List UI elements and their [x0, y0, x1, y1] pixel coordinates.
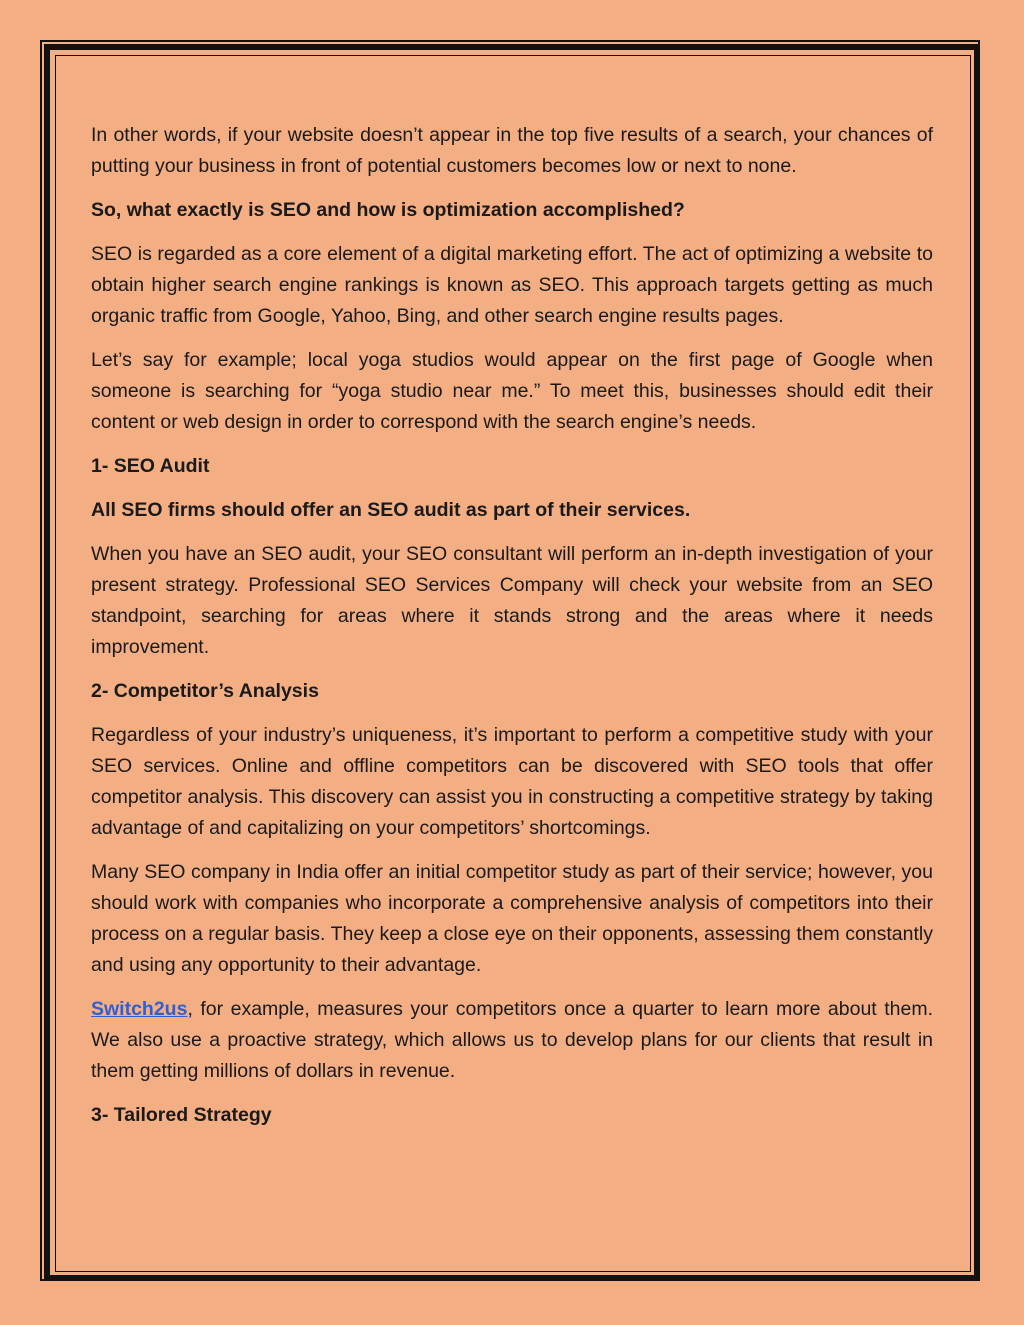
paragraph-switch2us: [91, 994, 933, 1087]
paragraph-switch2us-text: , for example, measures your competitors once a quarter to learn more about them. We also use a proactive strategy, which allows us to develop plans for our clients that result in them getting millions of dollars in revenue.: [91, 998, 933, 1082]
document-body: [91, 120, 933, 1144]
paragraph-seo-definition: SEO is regarded as a core element of a digital marketing effort. The act of optimizing a website to obtain higher search engine rankings is known as SEO. This approach targets getting as much organic traffic from Google, Yahoo, Bing, and other search engine results pages.: [91, 243, 933, 327]
heading-tailored-strategy: 3- Tailored Strategy: [91, 1104, 272, 1126]
paragraph-seo-company-india: Many SEO company in India offer an initial competitor study as part of their service; however, you should work with companies who incorporate a comprehensive analysis of competitors into their process on a regular basis. They keep a close eye on their opponents, assessing them constantly and using any opportunity to their advantage.: [91, 861, 933, 976]
paragraph-competitive-study: Regardless of your industry’s uniqueness, it’s important to perform a competitive study with your SEO services. Online and offline competitors can be discovered with SEO tools that offer competitor analysis. This discovery can assist you in constructing a competitive strategy by taking advantage of and capitalizing on your competitors’ shortcomings.: [91, 724, 933, 839]
switch2us-link[interactable]: Switch2us: [91, 998, 188, 1020]
paragraph-yoga-example: Let’s say for example; local yoga studios would appear on the first page of Google when someone is searching for “yoga studio near me.” To meet this, businesses should edit their content or web design in order to correspond with the search engine’s needs.: [91, 349, 933, 433]
heading-competitor-analysis: 2- Competitor’s Analysis: [91, 680, 319, 702]
heading-what-is-seo: So, what exactly is SEO and how is optimization accomplished?: [91, 199, 685, 221]
paragraph-audit-details: When you have an SEO audit, your SEO consultant will perform an in-depth investigation of your present strategy. Professional SEO Services Company will check your website from an SEO standpoint, searching for areas where it stands strong and the areas where it needs improvement.: [91, 543, 933, 658]
paragraph-intro: In other words, if your website doesn’t appear in the top five results of a search, your chances of putting your business in front of potential customers becomes low or next to none.: [91, 124, 933, 177]
heading-audit-offer: All SEO firms should offer an SEO audit as part of their services.: [91, 499, 691, 521]
heading-seo-audit: 1- SEO Audit: [91, 455, 210, 477]
